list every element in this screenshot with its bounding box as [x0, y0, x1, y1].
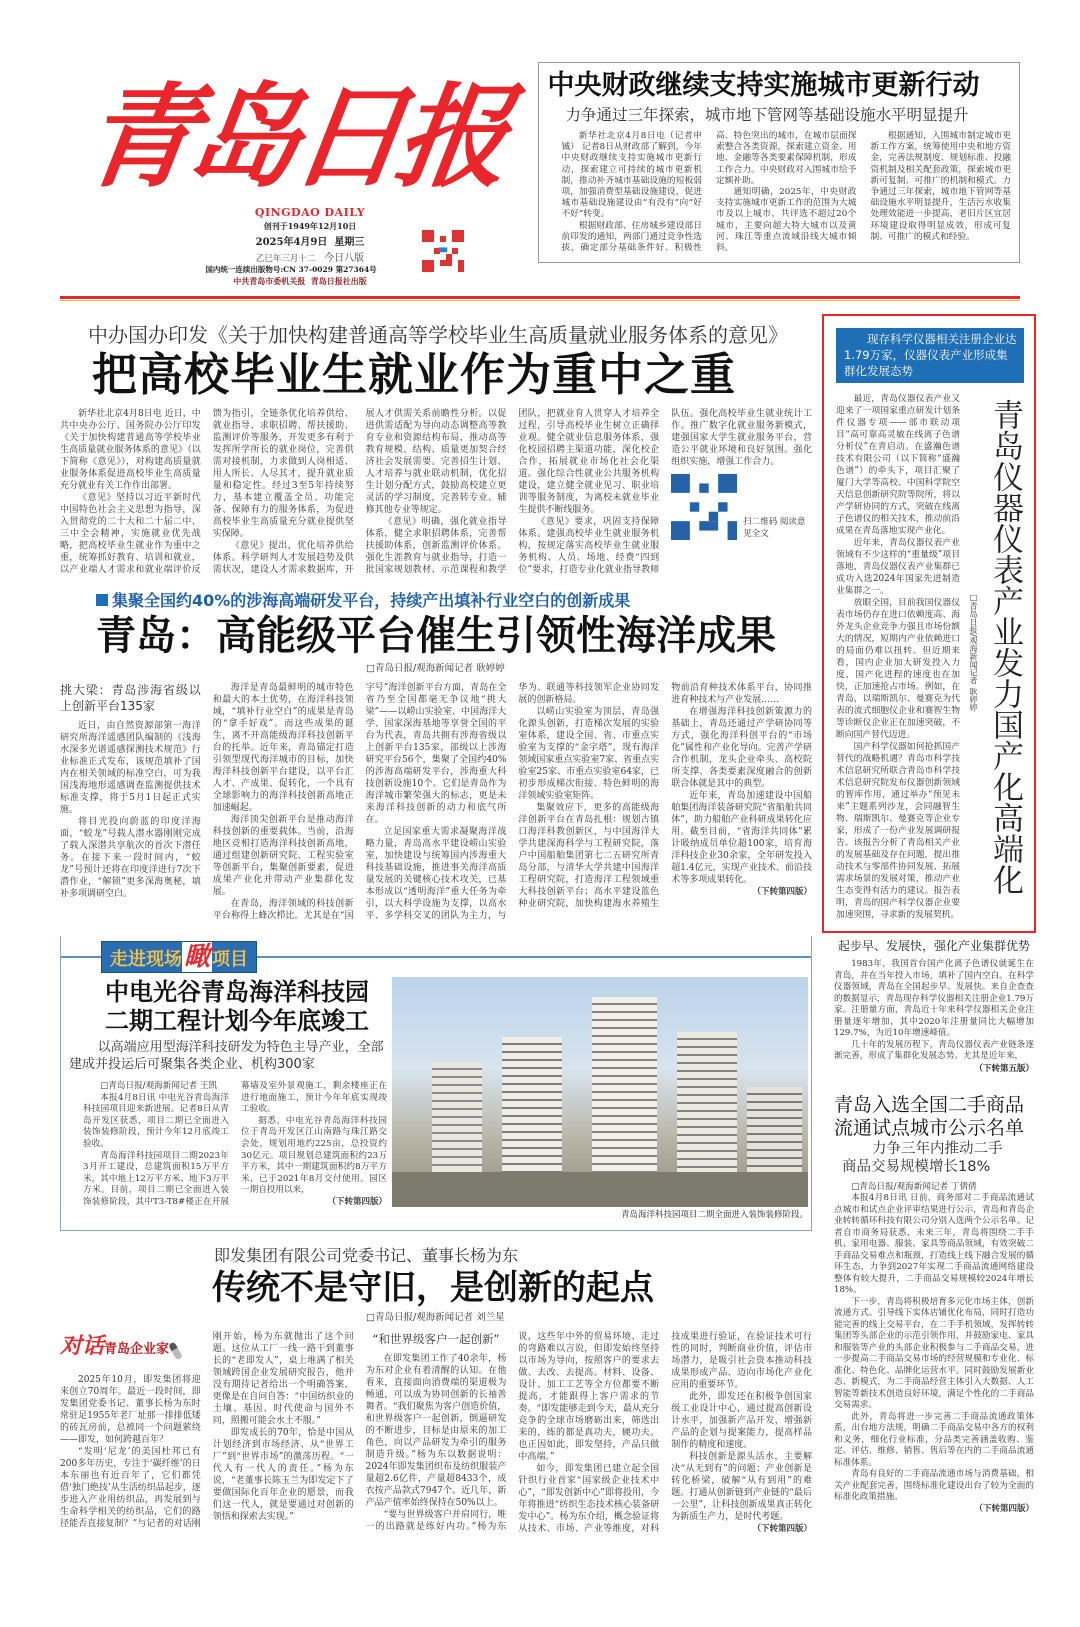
paragraph: 根据通知，入围城市制定城市更新工作方案，统筹使用中央和地方资金，完善法规制度、规划标准、投融资机制及相关配套政策，探索城市更新可复制、可推广的机制和模式。力争通过三年探索，城市地下管网等基础设施水平明显提升，生活污水收集处理效能进一步提高，老旧片区宜居环境建设取得明显成效，形成可复制、可推广的模式和经验。: [870, 131, 1011, 242]
paragraph: 《意见》坚持以习近平新时代中国特色社会主义思想为指导，深入贯彻党的二十大和二十届二中、三中全会精神，实施就业优先战略，把高校毕业生就业作为重中之重，统筹抓好教育、培训和就业，以产业端人才需求和就业端评价反馈为指引，全链条优化培养供给、就业指导、求职招聘、帮扶援助、监测评价等服务，开发更多有利于发挥所学所长的就业岗位，完善供需对接机制，力求做到人岗相适、用人所长、人尽其才，提升就业质量和稳定性。经过3至5年持续努力，基本建立覆盖全员、功能完备、保障有力的服务体系，为促进高校毕业生高质量充分就业提供坚实保障。: [60, 409, 354, 575]
banner-accent: 对话: [60, 1333, 105, 1359]
paragraph: 如今，即发集团已建立起全国针织行业首家“国家级企业技术中心”，“即发创新中心”即将投用，今年将推进“纺织生态技术核心装备研发中心”。杨为东介绍，概念验证将从技术、市场、产业等维度，对科技成果进行验证，在验证技术可行性的同时，判断商业价值，评估市场潜力，是吸引社会资本推动科技成果形成产品、迈向市场化产业化应用的重要环节。: [518, 1332, 812, 1534]
paragraph: 《意见》提出，优化培养供给体系。科学研判人才发展趋势及供需状况，建设人才需求数据库，开展人才供需关系前瞻性分析。以促进供需适配为导向动态调整高等教育专业和资源结构布局，推动高等教育规模、结构、质量更加契合经济社会发展需要。完善招生计划、人才培养与就业联动机制，优化招生计划分配方式，鼓励高校建立更灵活的学习制度，完善转专业、辅修其他专业等规定。: [212, 409, 507, 575]
masthead-rule-accent: [60, 300, 1020, 301]
interview-headline[interactable]: 传统不是守旧，是创新的起点: [212, 1268, 654, 1308]
ocean-kicker-text: 集聚全国约40%的涉海高端研发平台，持续产出填补行业空白的创新成果: [112, 591, 631, 610]
paragraph: 下一步，青岛将积极培育多元化市场主体，创新流通方式。引导线下实体店铺优化布局，同时打造功能完善的线上交易平台，在二手手机领域，发挥转转集团等头部企业的示范引领作用，并鼓励家电、家具和服装等产业的头部企业积极参与二手商品交易，进一步提高二手商品交易市场的经营规模和专业化、标准化、特色化、品牌化运营水平。同时鼓励发展新业态、新模式，为二手商品经营主体引入大数据、人工智能等新技术创造良好环境，满足个性化的二手商品交易需求。: [834, 1296, 1034, 1410]
right-column: [822, 314, 1036, 1515]
secondhand-byline: □青岛日报/观海新闻记者 丁倩倩: [851, 1181, 977, 1192]
top-story: [538, 62, 1020, 263]
secondhand-body: [834, 1182, 1034, 1516]
lunar-date: 乙巳年三月十二: [255, 254, 316, 264]
paragraph: 海洋顶尖创新平台是推动海洋科技创新的重要载体。当前，沿海地区竞相打造海洋科技创新高地，通过组建创新研究院、工程实验室等创新平台，集聚创新要素，促进成果产业化并带动产业集群化发展。: [212, 815, 354, 897]
left-column: [60, 310, 812, 1535]
paragraph: 在即发集团工作了40余年，杨为东对企业有着清醒的认知。在他看来，直接面向消费端的渠道极为畅通，可以成为协同创新的长袖善舞者。“我们聚焦为客户创造价值，和世界级客户一起创新，倒逼研发的不断进步，目标是由原来的加工角色，向以产品研发为牵引的服务制造升级。”杨为东以数据说明：2024年即发集团织布及纺织服装产量超2.6亿件，产量超8433个，成衣按产品款式7947个。近几年，新产品产值率始终保持在50%以上。: [365, 1354, 507, 1508]
secondhand-story: [834, 1094, 1034, 1516]
paragraph: 在增强海洋科技创新策源力的基础上，青岛还通过产学研协同等方式，强化海洋科创平台的“市场化”属性和产业化导向。完善产学研合作机制，龙头企业牵头、高校院所支撑、各类要素深度融合的创新联合体就是其中的典型。: [671, 707, 812, 789]
employment-story: [60, 322, 812, 576]
paragraph: 据悉，中电光谷青岛海洋科技园位于青岛开发区江山南路与珠江路交会处，规划用地约225亩，总投资约30亿元。项目规划总建筑面积约23万平方米，其中一期建筑面积约8万平方米，已于2021年8月交付使用。园区一期自投用以来，: [241, 1115, 387, 1196]
instrument-content: [836, 393, 1024, 921]
qr-code-icon[interactable]: [671, 474, 737, 540]
paragraph: 新华社北京4月8日电 近日，中共中央办公厅、国务院办公厅印发《关于加快构建普通高等学校毕业生高质量就业服务体系的意见》（以下简称《意见》），对构建高质量就业服务体系促进高校毕业生高质量充分就业有关工作作出部署。: [60, 409, 201, 491]
paragraph: 近年来，青岛仪器仪表产业领域有不少这样的“重量级”项目落地，青岛仪器仪表产业集群已成功入选2024年国家先进制造业集群之一。: [836, 538, 960, 596]
secondhand-jump[interactable]: （下转第四版）: [974, 1503, 1034, 1514]
paragraph: 青岛海洋科技园项目二期2023年3月开工建设，总建筑面积15万平方米，其中地上12万平方米、地下3万平方米。目前，项目二期已全面进入装饰装修阶段，其中T3-T8#楼正在开展幕墙及室外景观施工，剩余楼座正在进行地面施工，预计今年年底实现竣工验收。: [83, 1081, 387, 1207]
park-photo-column: [392, 977, 808, 1222]
paragraph: 近日，由自然资源部第一海洋研究所海洋遥感团队编制的《浅海水深多光谱遥感探测技术规范》行业标准正式发布，该规范填补了国内在相关领域的标准空白，可为我国浅海地形遥感调查监测提供技术标准支撑，将于5月1日起正式实施。: [60, 721, 201, 815]
park-subheadline: 以高端应用型海洋科技研发为特色主导产业，全部建成并投运后可聚集各类企业、机构300家: [69, 1040, 384, 1072]
publisher-line: 中共青岛市委机关报 青岛日报社出版: [233, 276, 367, 286]
paragraph: 即发成长的70年，恰是中国从计划经济到市场经济、从“世界工厂”到“世界市场”的激荡历程。“一代人有一代人的责任。”杨为东说，“老董事长陈玉兰为即发定下了要做国际化百年企业的愿景，而我们这一代人，就是要通过对创新的领悟和探索去实现。”: [212, 1428, 354, 1522]
instrument-byline: □青岛日报/观海新闻记者 耿婷婷: [969, 593, 978, 712]
park-paragraphs: [83, 1081, 387, 1209]
banner-prefix: 走进现场: [110, 949, 182, 970]
paragraph: 根据财政部、住房城乡建设部日前印发的通知，两部门通过竞争性选拔，确定部分基础条件好、积极性高、特色突出的城市，在城市层面探索整合各类资源，探索建立资金、用地、金融等各类要素保障机制，形成工作合力。中央财政对入围城市给予定额补助。: [561, 131, 857, 254]
building-icon: [592, 997, 657, 1177]
interview-story: [60, 1245, 812, 1535]
building-icon: [432, 1062, 482, 1172]
paragraph: 放眼全国，目前我国仪器仪表市场仍存在进口依赖度高、海外龙头企业竞争力强且市场份额大的情况，短期内产业依赖进口的局面仍难以扭转。但近期来看，国内企业加大研发投入力度，国产化进程的速度也在加快，正加速抢占市场。例如，在青岛，以瑞斯凯尔、曼赛克为代表的流式细胞仪企业和赛智生物等诊断仪企业正在加速突破，不断向国产替代迈进。: [836, 598, 960, 740]
paragraph: 海洋是青岛最鲜明的城市特色和最大的本土优势，在海洋科技领域，“填补行业空白”的成果是青岛的“拿手好戏”。而这些成果的诞生，离不开高能级海洋科技创新平台的托举。近年来，青岛锚定打造引领型现代海洋城市的目标，加快海洋科技创新平台建设，以平台汇人才、产成果、促转化，一个具有全球影响力的海洋科技创新高地正加速崛起。: [212, 683, 354, 813]
park-headline-line1[interactable]: 中电光谷青岛海洋科技园: [105, 977, 369, 1006]
secondhand-headline-line2[interactable]: 流通试点城市公示名单: [834, 1116, 1025, 1139]
ocean-body: [60, 682, 812, 922]
park-body: [83, 1081, 387, 1209]
park-photo[interactable]: [392, 977, 808, 1207]
header: [60, 62, 1020, 288]
instrument-body: [836, 393, 960, 921]
instrument-box-title[interactable]: 现存科学仪器相关注册企业达1.79万家，仪器仪表产业形成集群化发展态势: [836, 328, 1024, 383]
ocean-subhead: 挑大梁：青岛涉海省级以上创新平台135家: [60, 683, 201, 713]
paragraph: 将目光投向蔚蓝的印度洋海面，“蛟龙”号载人潜水器刚刚完成了载人深潜共享航次的首次下潜任务。在接下来一段时间内，“蛟龙”号预计还将在印度洋进行7次下潜作业，“解锁”更多深海奥秘，填补多项调研空白。: [60, 817, 201, 899]
instrument-jump[interactable]: （下转第五版）: [974, 1063, 1034, 1074]
right-lower: [822, 937, 1036, 1515]
instrument-headline[interactable]: 青岛仪器仪表产业发力国产化高端化: [987, 399, 1023, 895]
founded-date: 创刊于1949年12月10日: [263, 221, 357, 231]
park-text-column: [61, 977, 387, 1222]
interview-byline: □青岛日报/观海新闻记者 刘兰星: [366, 1312, 505, 1323]
instrument-continuation: [834, 959, 1034, 1063]
instrument-story-frame: [822, 314, 1036, 933]
park-banner: [101, 941, 257, 973]
top-story-body: [561, 131, 1011, 254]
employment-headline[interactable]: 把高校毕业生就业作为重中之重: [92, 348, 737, 401]
masthead: [70, 70, 538, 288]
paragraph: “发明‘尼龙’的美国杜邦已有200多年历史，专注于‘碳纤维’的日本东丽也有近百年了，它们都凭借‘独门绝技’从生活纺织品起步，逐步进入产业用纺织品，再发展到与生命科学相关的纺织品，它们的路径能否直接复制？”与记者的对话刚刚开始，杨为东就抛出了这个问题。这位从工厂一线一路干到董事长的“老即发人”，桌上堆满了相关领域跨国企业发展研究报告，他并没有期待记者给出一个明确答案，更像是在自问自答：“中国纺织业的土壤、基因、时代使命与国外不同，照搬可能会水土不服。”: [60, 1332, 354, 1529]
paragraph: 2025年10月，即发集团将迎来创立70周年。最近一段时间，即发集团党委书记、董事长杨为东时常驻足1955年老厂址那一排排低矮的砖瓦房前，总被同一个问题萦绕——即发，如何跨越百年？: [60, 1375, 201, 1445]
ocean-headline[interactable]: 青岛：高能级平台催生引领性海洋成果: [96, 612, 776, 659]
paragraph: 最近，青岛仪器仪表产业又迎来了一项国家重点研发计划条件仪器专项——部市联动项目“高可靠高灵敏在线离子色谱分析仪”在青启动。在盛瀚色谱技术有限公司（以下简称“盛瀚色谱”）的牵头下，项目汇聚了厦门大学等高校、中国科学院空天信息创新研究院等院所，将以产学研协同的方式，突破在线离子色谱仪的相关技术，推动前沿成果在青岛落地实现产业化。: [836, 394, 960, 536]
employment-qr-block: [671, 474, 812, 540]
interview-banner: [60, 1331, 201, 1366]
park-byline: □青岛日报/观海新闻记者 王凯: [100, 1081, 218, 1091]
issue-date: 2025年4月9日 星期三: [255, 237, 365, 248]
park-story: [60, 936, 812, 1231]
secondhand-paragraphs: [834, 1193, 1034, 1504]
paragraph: 集聚效应下，更多的高能级海洋创新平台在青岛扎根：规划古镇口海洋科教创新区，与中国海洋大学共建深海科学与工程研究院，落户中国船舶集团第七二五研究所青岛分部，与清华大学共建中国海洋工程研究院，打造海洋工程领域重大科技创新平台；高水平建设蓝色种业研究院，加快构建海水养殖生物前沿育种技术体系平台，协同推进育种技术与产业发展……: [518, 683, 812, 909]
paragraph: 《意见》要求，巩固支持保障体系。建强高校毕业生就业服务机构，按规定落实高校毕业生就业服务机构、人员、场地、经费“四到位”要求，打造专业化就业指导教师队伍。强化高校毕业生就业统计工作。推广数字化就业服务新模式，建强国家大学生就业服务平台，营造公平就业环境和良好氛围。强化组织实施，增强工作合力。: [518, 409, 812, 575]
ocean-byline: □青岛日报/观海新闻记者 耿婷婷: [366, 663, 505, 674]
masthead-rule: [60, 296, 1020, 299]
registration-number: 国内统一连续出版物号:CN 37-0029 第27364号: [205, 265, 377, 274]
paragraph: 此外，青岛将进一步完善二手商品流通政策体系，出台地方法规，明确二手商品交易中各方的权利和义务，细化行业标准，分品类完善涵盖收购、鉴定、评估、维修、销售、售后等在内的二手商品流通标准体系。: [834, 1411, 1034, 1468]
paragraph: 国产科学仪器如何抢抓国产替代的战略机遇？青岛市科学技术信息研究所联合青岛市科学技术信息研究院发布仪器创新领域的智库作用，通过举办“预见未来”主题系列沙龙，会同融智生物、瑞斯凯尔、曼赛克等企业专家，形成了一份产业发展调研报告。该报告分析了青岛相关产业的发展基础及存在问题，提出推动技术与零部件协同发展、拓展需求场景的发展对策，推动产业生态变得有活力的建议。报告表明，青岛的国产科学仪器企业要加速突围，寻求新的发展契机。: [836, 742, 960, 920]
paragraph: 近年来，青岛加速建设中国船舶集团海洋装备研究院“省船舶共同体”，助力船舶产业科研成果转化应用。截至目前，“省海洋共同体”累计吸纳成员单位超100家，培育海洋科技企业30余家，全年研发投入超1.4亿元，实现产业技术、前沿技术等多项成果转化。: [671, 791, 812, 885]
main: [60, 310, 1036, 1535]
banner-accent: 瞰: [184, 942, 211, 972]
paragraph: 本报4月8日讯 日前，商务部对二手商品流通试点城市和试点企业评审结果进行公示，青岛和青岛企业转转循环科技有限公司分别入选两个公示名单。记者自市商务局获悉，未来三年，青岛将围绕二手手机、家用电器、服装、家具等商品领域，有效突破二手商品交易难点和瓶颈，打造线上线下融合发展的循环生态，力争到2027年实现二手商品流通网络建设整体有较大提升，二手商品交易规模较2024年增长18%。: [834, 1193, 1034, 1295]
qr-code-icon[interactable]: [422, 230, 464, 272]
paragraph: 此外，即发还在积极争创国家级工业设计中心，通过提高创新设计水平，加强新产品开发，增强新产品的企划与提案能力，提高样品制作的精度和速度。: [671, 1392, 812, 1450]
top-story-headline[interactable]: 中央财政继续支持实施城市更新行动: [547, 70, 980, 101]
photo-caption: 青岛海洋科技园项目二期全面进入装饰装修阶段。: [620, 1210, 808, 1220]
secondhand-headline-line1[interactable]: 青岛入选全国二手商品: [834, 1093, 1025, 1116]
paragraph: 1983年，我国首台国产化离子色谱仪就诞生在青岛，并在当年投入市场，填补了国内空白。在科学仪器领域，青岛在全国起步早、发展快。来自企查查的数据显示，青岛现存科学仪器相关注册企业1.79万家。注册量方面，青岛近十年来科学仪器相关企业注册量逐年增加，其中2020年注册量同比大幅增加129.7%，为近10年增速峰值。: [834, 959, 1034, 1038]
paragraph: 新华社北京4月8日电（记者申铖） 记者8日从财政部了解到，今年中央财政继续支持实施城市更新行动，探索建立可持续的城市更新机制，推动补齐城市基础设施的短板弱项，加强消费型基础设施建设，促进城市基础设施建设由“有没有”向“好不好”转变。: [561, 131, 702, 220]
interview-paragraphs-part2: [366, 1331, 812, 1535]
paragraph: 本报4月8日讯 中电光谷青岛海洋科技园项目迎来新进展。记者8日从青岛开发区获悉，项目二期已全面进入装饰装修阶段，预计今年12月底竣工验收。: [83, 1092, 229, 1149]
building-icon: [502, 1037, 562, 1177]
building-icon: [677, 1032, 737, 1177]
paragraph: 青岛有良好的二手商品流通市场与消费基础，相关产业配套完善，围绕标准化建设出台了较为全面的标准化政策措施。: [834, 1469, 1034, 1502]
employment-body: [60, 408, 812, 576]
interview-kicker: 即发集团有限公司党委书记、董事长杨为东: [214, 1246, 519, 1265]
park-content: [61, 977, 811, 1222]
lunar-pages: [200, 249, 420, 264]
ocean-jump[interactable]: （下转第四版）: [752, 887, 812, 897]
banner-text: 青岛企业家: [104, 1342, 170, 1357]
paragraph: 在青岛，海洋领域的科技创新平台称得上蜂次栉比。尤其是在“国字号”海洋创新平台方面，青岛在全省乃至全国都毫无争议地“挑大梁”——以崂山实验室、中国海洋大学、国家深海基地等享誉全国的平台为代表，青岛共拥有涉海省级以上创新平台135家，部级以上涉海研究平台56个，集聚了全国约40%的涉海高端研发平台，涉海重大科技创新设施10个。它们是青岛作为海洋城市繁荣强大的标志，更是未来海洋科技创新的动力和底气所在。: [212, 683, 507, 921]
paragraph: 几十年的发展历程下，青岛仪器仪表产业链条逐渐完善，形成了集群化发展态势。尤其是近年来，: [834, 1039, 1034, 1061]
interview-subhead: “和世界级客户一起创新”: [372, 1332, 500, 1346]
qr-caption: 扫二维码 阅读意见全文: [743, 517, 806, 539]
interview-body: [60, 1331, 812, 1535]
paragraph: 科技创新是源头活水，主要解决“从无到有”的问题；产业创新是转化桥梁，破解“从有到用”的难题。打通从创新链到产业链的“最后一公里”，让科技创新成果真正转化为新质生产力，是时代考题。: [671, 1452, 812, 1522]
employment-kicker: 中办国办印发《关于加快构建普通高等学校毕业生高质量就业服务体系的意见》: [88, 323, 788, 347]
ground: [392, 1172, 808, 1207]
secondhand-subheadline-line2: 商品交易规模增长18%: [842, 1158, 991, 1175]
park-jump[interactable]: （下转第四版）: [327, 1196, 387, 1207]
kicker-square-icon: [96, 594, 108, 606]
instrument-section-subtitle: 起步早、发展快，强化产业集群优势: [837, 939, 1030, 953]
secondhand-subheadline-line1: 力争三年内推动二手: [872, 1140, 1003, 1157]
interview-jump[interactable]: （下转第四版）: [752, 1524, 812, 1534]
ocean-kicker: [96, 590, 812, 612]
park-headline-line2[interactable]: 二期工程计划今年底竣工: [105, 1006, 369, 1035]
microphone-icon: [168, 1341, 183, 1360]
paragraph: 通知明确，2025年，中央财政支持实施城市更新工作的范围为大城市及以上城市，共评选不超过20个城市，主要向超大特大城市以及黄河、珠江等重点流域沿线大城市倾斜。: [715, 187, 857, 254]
ocean-story: [60, 590, 812, 922]
banner-suffix: 项目: [212, 949, 249, 970]
english-name: QINGDAO DAILY: [254, 206, 366, 219]
building-icon: [747, 1087, 802, 1177]
top-story-subheadline: 力争通过三年探索，城市地下管网等基础设施水平明显提升: [565, 106, 969, 124]
paragraph: “要与世界级客户并肩同行，唯一的出路就是练好内功。”杨为东说，这些年中外的贸易环境、走过的弯路难以言说，但即发始终坚持以市场为导向，按照客户的要求去做、去改、去提高。材料、设备、设计、加工工艺等全方位都要不断提高，才能跟得上客户需求的节奏。“即发能够走到今天，最从充分竞争的全球市场磨砺出来，筛选出来的，练的都是真功夫，硬功夫。也正因如此，即发坚持，产品只做中高端。”: [365, 1332, 660, 1532]
paragraph: 立足国家重大需求凝聚海洋战略力量，青岛高水平建设崂山实验室，加快建设与统筹国内涉海重大科技基础设施，推进事关海洋高质量发展的关键核心技术攻关，已基本形成以“透明海洋”重大任务为牵引，以大科学设施为支撑，以高水平、多学科交叉的团队为主力，与华为、联通等科技领军企业协同发展的创新格局。: [365, 683, 660, 921]
page-count: 今日八版: [324, 253, 365, 264]
paragraph: 《意见》明确，强化就业指导体系，健全求职招聘体系，完善帮扶援助体系，创新监测评价体系。强化生涯教育与就业指导，打造一批国家规划教材、示范课程和教学团队，把就业育人贯穿人才培养全过程，引导高校毕业生树立正确择业观。健全就业信息服务体系，强化校园招聘主渠道功能，深化校企合作，拓展就业市场化社会化渠道。强化综合性就业公共服务机构建设，建立健全就业见习、职业培训等服务制度，为离校未就业毕业生提供不断线服务。: [365, 409, 660, 575]
masthead-logo: 青岛日报: [75, 72, 511, 203]
paragraph: 以崂山实验室为顶层，青岛强化源头创新，打造梯次发展的实验室体系，建设全国、省、市重点实验室为支撑的“金字塔”，现有海洋领域国家重点实验室7家、省重点实验室25家、市重点实验室64家，已初步形成梯次衔接、特色鲜明的海洋领域实验室矩阵。: [518, 707, 660, 801]
